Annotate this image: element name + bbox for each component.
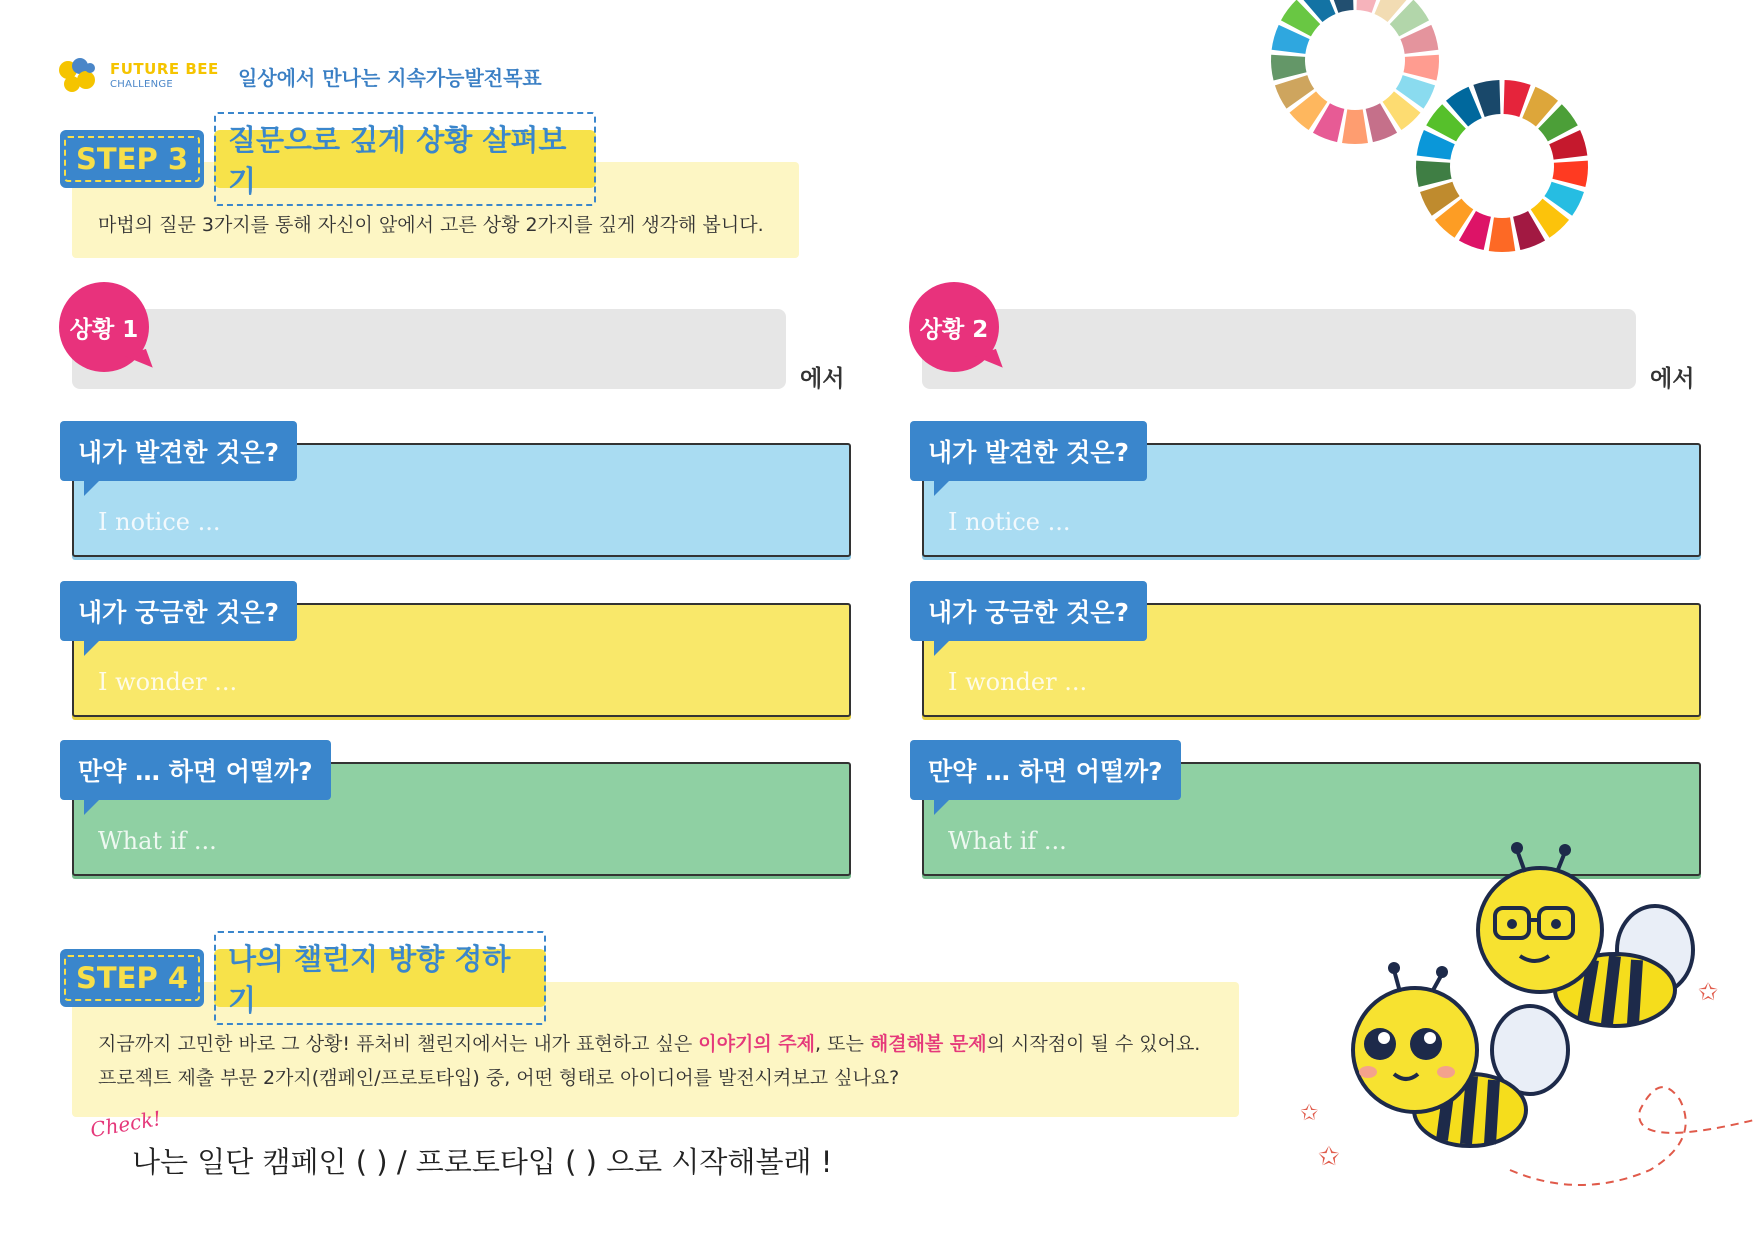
svg-text:✩: ✩ (1300, 1101, 1319, 1126)
whatif-hint-2: What if ... (948, 827, 1067, 855)
whatif-label-2: 만약 … 하면 어떨까? (910, 740, 1181, 800)
svg-text:✩: ✩ (1318, 1142, 1340, 1172)
situation2-bubble: 상황 2 (909, 282, 999, 372)
notice-label-1: 내가 발견한 것은? (60, 421, 297, 481)
check-label: Check! (88, 1105, 163, 1143)
step4-line1-text-a: 지금까지 고민한 바로 그 상황! 퓨처비 챌린지에서는 내가 표현하고 싶은 (98, 1033, 699, 1055)
situation1-suffix: 에서 (800, 366, 845, 392)
step4-title-box (214, 942, 546, 1017)
step3-title-box (214, 123, 596, 198)
bee-characters-illustration (1280, 840, 1754, 1200)
whatif-label-1: 만약 … 하면 어떨까? (60, 740, 331, 800)
situation1-input[interactable] (72, 309, 786, 389)
step3-label: STEP 3 (64, 136, 200, 182)
situation2-suffix: 에서 (1650, 366, 1695, 392)
step4-badge (60, 949, 204, 1007)
page-subtitle: 일상에서 만나는 지속가능발전목표 (238, 66, 542, 90)
whatif-label-tail-2 (934, 799, 950, 815)
story-topic-highlight: 이야기의 주제 (698, 1033, 816, 1055)
brand-sub: CHALLENGE (110, 79, 174, 90)
step4-label: STEP 4 (64, 955, 200, 1001)
step3-description: 마법의 질문 3가지를 통해 자신이 앞에서 고른 상황 2가지를 깊게 생각해 봅니다. (98, 214, 764, 236)
wonder-label-1: 내가 궁금한 것은? (60, 581, 297, 641)
wonder-hint-2: I wonder ... (948, 668, 1088, 696)
check-sentence: 나는 일단 캠페인 ( ) / 프로토타입 ( ) 으로 시작해볼래 ! (132, 1145, 833, 1179)
step4-line-2: 프로젝트 제출 부문 2가지(캠페인/프로토타입) 중, 어떤 형태로 아이디어를 발전시켜보고 싶나요? (98, 1067, 900, 1089)
notice-label-tail-2 (934, 480, 950, 496)
wonder-label-tail-2 (934, 640, 950, 656)
notice-label-tail-1 (84, 480, 100, 496)
step4-line-1 (98, 1027, 1228, 1061)
notice-label-2: 내가 발견한 것은? (910, 421, 1147, 481)
future-bee-logo-icon (56, 56, 100, 98)
step3-title: 질문으로 깊게 상황 살펴보기 (214, 112, 596, 206)
notice-hint-2: I notice ... (948, 508, 1071, 536)
step3-badge (60, 130, 204, 188)
wonder-hint-1: I wonder ... (98, 668, 238, 696)
step4-line1-text-c: 의 시작점이 될 수 있어요. (986, 1033, 1201, 1055)
brand-name: FUTURE BEE (110, 60, 219, 78)
step4-title: 나의 챌린지 방향 정하기 (214, 931, 546, 1025)
situation1-bubble: 상황 1 (59, 282, 149, 372)
step4-line1-text-b: , 또는 (815, 1033, 870, 1055)
sdg-wheels-decoration (1250, 0, 1640, 262)
situation2-input[interactable] (922, 309, 1636, 389)
step4-description (98, 1027, 1228, 1095)
whatif-hint-1: What if ... (98, 827, 217, 855)
notice-hint-1: I notice ... (98, 508, 221, 536)
problem-highlight: 해결해볼 문제 (869, 1033, 987, 1055)
wonder-label-tail-1 (84, 640, 100, 656)
whatif-label-tail-1 (84, 799, 100, 815)
wonder-label-2: 내가 궁금한 것은? (910, 581, 1147, 641)
brand-logo (110, 62, 219, 90)
svg-text:✩: ✩ (1698, 978, 1719, 1006)
